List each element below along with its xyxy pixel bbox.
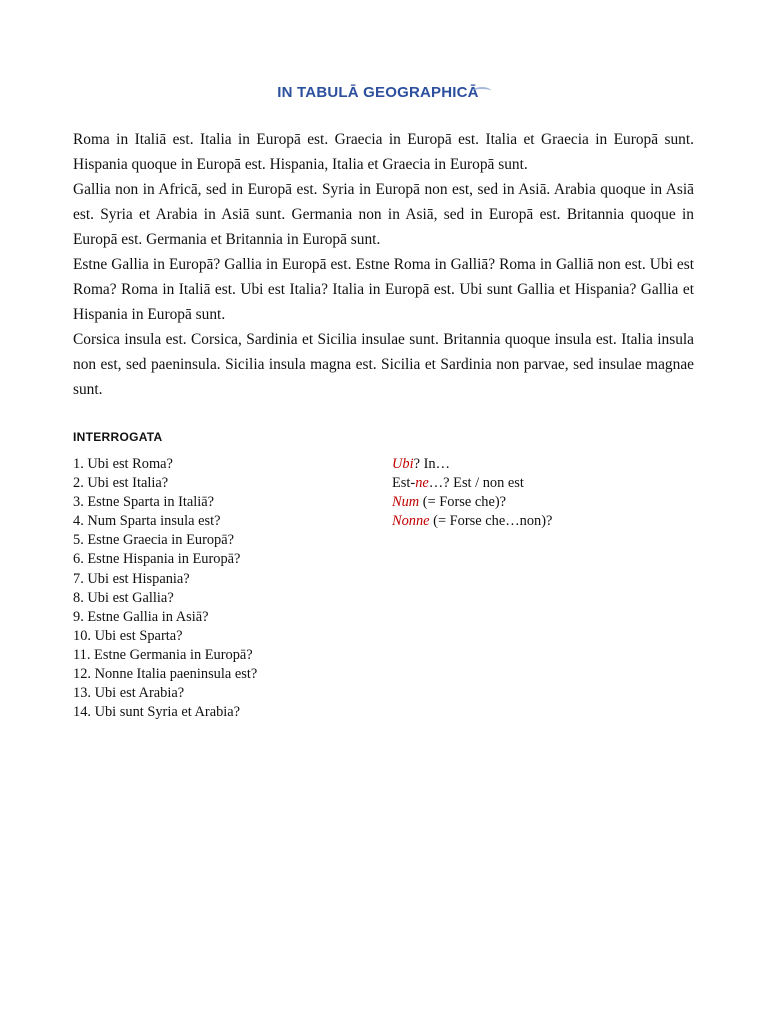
hint-prefix: Est- (392, 475, 416, 492)
question-item: 11. Estne Germania in Europā? (73, 646, 253, 663)
paragraph: Gallia non in Africā, sed in Europā est. Syria in Europā non est, sed in Asiā. Arabia quoque in Asiā est. Syria et Arabia in Asiā sunt. Germania non in Asiā, sed in Europā est. Britannia quoque in Europā est. Germania et Britannia in Europā sunt. (73, 181, 694, 248)
question-item: 9. Estne Gallia in Asiā? (73, 608, 209, 625)
hint-suffix: ? In… (413, 456, 450, 472)
question-item: 14. Ubi sunt Syria et Arabia? (73, 704, 241, 721)
section-heading-interrogata: INTERROGATA (73, 430, 163, 444)
question-item: 1. Ubi est Roma? (73, 456, 173, 472)
question-item: 7. Ubi est Hispania? (73, 570, 190, 587)
hint-item (392, 512, 712, 531)
document-title-text: IN TABULĀ GEOGRAPHICĀ (277, 84, 479, 101)
question-item: 4. Num Sparta insula est? (73, 513, 221, 530)
hint-keyword: Ubi (392, 456, 414, 472)
hint-item (392, 493, 712, 512)
hints-list (392, 455, 712, 531)
hint-item (392, 474, 712, 493)
document-title (0, 84, 768, 101)
question-item: 10. Ubi est Sparta? (73, 627, 183, 644)
paragraph: Corsica insula est. Corsica, Sardinia et Sicilia insulae sunt. Britannia quoque insula est. Italia insula non est, sed paeninsula. Sicilia insula magna est. Sicilia et Sardinia non parvae, sed insulae magnae sunt. (73, 331, 694, 398)
hint-keyword: ne (415, 475, 429, 492)
hint-item (392, 455, 712, 474)
questions-list (73, 455, 373, 722)
paragraph: Estne Gallia in Europā? Gallia in Europā est. Estne Roma in Galliā? Roma in Galliā non est. Ubi est Roma? Roma in Italiā est. Ubi est Italia? Italia in Europā est. Ubi sunt Gallia et Hispania? Gallia et Hispania in Europā sunt. (73, 256, 694, 323)
question-item: 3. Estne Sparta in Italiā? (73, 494, 215, 511)
hint-suffix: (= Forse che)? (419, 494, 507, 511)
body-text (73, 127, 694, 402)
title-swoosh-decoration (473, 87, 491, 95)
question-item: 6. Estne Hispania in Europā? (73, 551, 241, 568)
question-item: 8. Ubi est Gallia? (73, 589, 174, 606)
question-item: 2. Ubi est Italia? (73, 475, 169, 492)
hint-suffix: …? Est / non est (428, 475, 524, 492)
question-item: 12. Nonne Italia paeninsula est? (73, 666, 258, 683)
hint-keyword: Num (392, 494, 420, 511)
hint-keyword: Nonne (392, 513, 430, 530)
question-item: 5. Estne Graecia in Europā? (73, 532, 235, 549)
paragraph: Roma in Italiā est. Italia in Europā est. Graecia in Europā est. Italia et Graecia in Europā sunt. Hispania quoque in Europā est. Hispania, Italia et Graecia in Europā sunt. (73, 131, 694, 173)
hint-suffix: (= Forse che…non)? (429, 513, 553, 530)
question-item: 13. Ubi est Arabia? (73, 685, 185, 702)
